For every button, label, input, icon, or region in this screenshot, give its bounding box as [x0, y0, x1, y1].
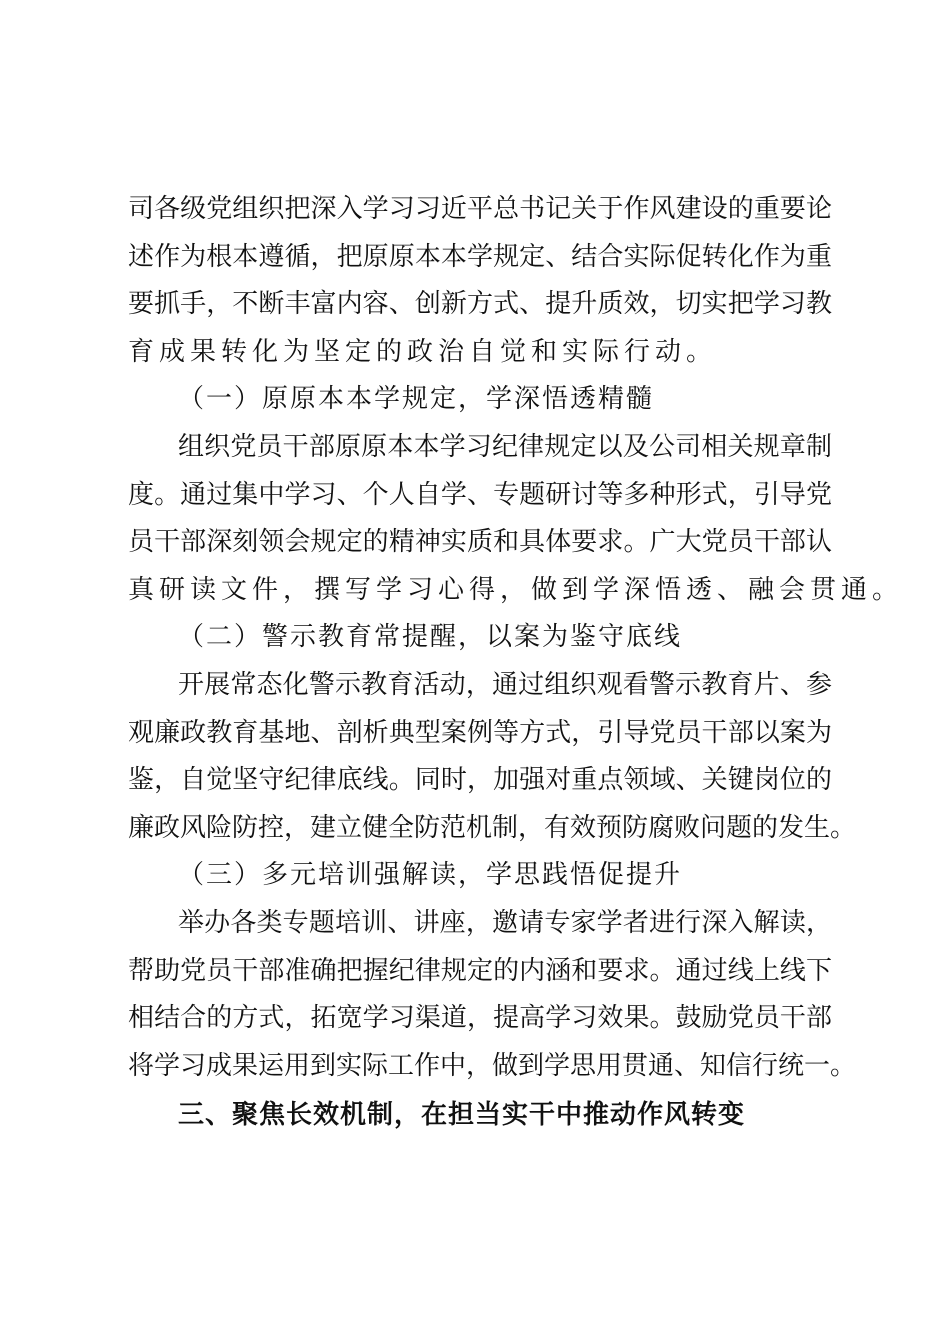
paragraph-line: 观廉政教育基地、剖析典型案例等方式，引导党员干部以案为	[128, 717, 832, 748]
paragraph-line: 述作为根本遵循，把原原本本学规定、结合实际促转化作为重	[128, 241, 832, 272]
paragraph-line: 相结合的方式，拓宽学习渠道，提高学习效果。鼓励党员干部	[128, 1003, 832, 1034]
paragraph-line: 帮助党员干部准确把握纪律规定的内涵和要求。通过线上线下	[128, 955, 832, 986]
paragraph-line: 鉴，自觉坚守纪律底线。同时，加强对重点领域、关键岗位的	[128, 765, 832, 796]
paragraph-line: 廉政风险防控，建立健全防范机制，有效预防腐败问题的发生。	[128, 812, 857, 843]
paragraph-line: 要抓手，不断丰富内容、创新方式、提升质效，切实把学习教	[128, 289, 832, 320]
intro-paragraph	[128, 186, 832, 376]
section-heading: （二）警示教育常提醒，以案为鉴守底线	[178, 622, 683, 653]
paragraph-line: 司各级党组织把深入学习习近平总书记关于作风建设的重要论	[128, 194, 832, 224]
section-heading: （一）原原本本学规定，学深悟透精髓	[178, 384, 655, 415]
paragraph-line: 将学习成果运用到实际工作中，做到学思用贯通、知信行统一。	[128, 1050, 857, 1081]
paragraph-line: 度。通过集中学习、个人自学、专题研讨等多种形式，引导党	[128, 479, 832, 510]
major-heading: 三、聚焦长效机制，在担当实干中推动作风转变	[178, 1100, 746, 1131]
paragraph-line: 举办各类专题培训、讲座，邀请专家学者进行深入解读，	[178, 907, 832, 938]
paragraph-line: 组织党员干部原原本本学习纪律规定以及公司相关规章制	[178, 431, 832, 462]
section-3	[128, 852, 857, 1090]
paragraph-line: 育成果转化为坚定的政治自觉和实际行动。	[128, 336, 718, 367]
paragraph-line: 真研读文件，撰写学习心得，做到学深悟透、融会贯通。	[128, 574, 904, 605]
section-1	[128, 376, 904, 614]
document-page	[128, 186, 904, 1140]
paragraph-line: 开展常态化警示教育活动，通过组织观看警示教育片、参	[178, 669, 832, 700]
section-heading: （三）多元培训强解读，学思践悟促提升	[178, 860, 683, 891]
paragraph-line: 员干部深刻领会规定的精神实质和具体要求。广大党员干部认	[128, 527, 832, 558]
section-2	[128, 614, 857, 852]
